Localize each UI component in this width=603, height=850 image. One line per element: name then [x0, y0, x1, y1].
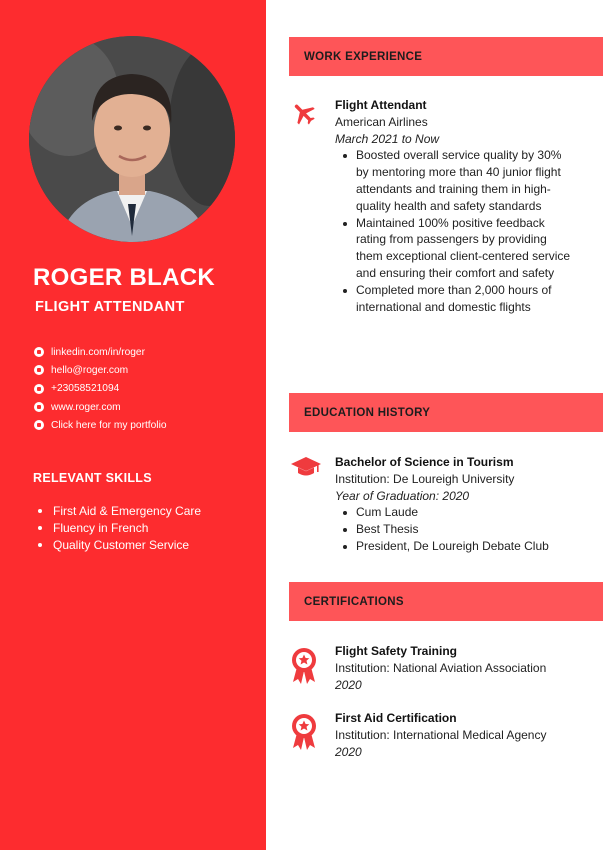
contact-website[interactable] [34, 398, 167, 416]
bullet-dot [38, 526, 42, 530]
contact-linkedin-text: linkedin.com/in/roger [51, 346, 145, 358]
education-institution: Institution: De Loureigh University [335, 471, 515, 486]
candidate-role: FLIGHT ATTENDANT [35, 299, 185, 315]
profile-photo [29, 36, 235, 242]
job-title: Flight Attendant [335, 98, 427, 112]
skills-title: RELEVANT SKILLS [33, 471, 152, 485]
skill-text: First Aid & Emergency Care [53, 503, 202, 518]
skill-item [38, 519, 201, 536]
certification-institution: Institution: National Aviation Association [335, 660, 547, 675]
phone-icon [34, 384, 44, 394]
certification-title: Flight Safety Training [335, 644, 458, 658]
contact-portfolio[interactable] [34, 416, 167, 434]
skill-item [38, 502, 201, 519]
contact-linkedin[interactable] [34, 343, 167, 361]
certification-entry [335, 710, 585, 760]
skill-item [38, 536, 201, 553]
graduation-cap-icon [290, 455, 322, 479]
certification-entry [335, 643, 585, 693]
work-bullet: Boosted overall service quality by 30% by mentoring more than 40 junior flight attendants and training them in high-quality health and safety standards [343, 147, 575, 214]
portfolio-icon [34, 420, 44, 430]
skill-text: Fluency in French [53, 520, 149, 535]
education-bullets [343, 504, 585, 554]
profile-photo-illustration [29, 36, 235, 242]
airplane-icon [290, 99, 318, 127]
contact-website-text: www.roger.com [51, 401, 121, 413]
degree-title: Bachelor of Science in Tourism [335, 455, 514, 469]
bullet-dot [38, 509, 42, 513]
award-ribbon-icon [291, 713, 317, 751]
work-experience-header [289, 37, 603, 76]
education-title: EDUCATION HISTORY [304, 406, 431, 419]
email-icon [34, 365, 44, 375]
certifications-header [289, 582, 603, 621]
education-bullet: Cum Laude [343, 504, 585, 521]
sidebar [0, 0, 266, 850]
certification-year: 2020 [335, 677, 362, 692]
linkedin-icon [34, 347, 44, 357]
graduation-year: Year of Graduation: 2020 [335, 488, 470, 503]
bullet-dot [38, 543, 42, 547]
work-bullet: Completed more than 2,000 hours of international and domestic flights [343, 282, 575, 316]
contact-list [34, 343, 167, 434]
education-bullet: Best Thesis [343, 521, 585, 538]
company-name: American Airlines [335, 114, 428, 129]
work-bullets [343, 147, 575, 315]
skills-list [38, 502, 201, 553]
certification-year: 2020 [335, 744, 362, 759]
contact-portfolio-text: Click here for my portfolio [51, 419, 167, 431]
job-dates: March 2021 to Now [335, 131, 440, 146]
education-header [289, 393, 603, 432]
certification-title: First Aid Certification [335, 711, 457, 725]
education-bullet: President, De Loureigh Debate Club [343, 538, 585, 555]
certifications-title: CERTIFICATIONS [304, 595, 404, 608]
contact-phone-text: +23058521094 [51, 383, 120, 395]
skill-text: Quality Customer Service [53, 537, 190, 552]
work-experience-title: WORK EXPERIENCE [304, 50, 423, 63]
education-entry [335, 454, 585, 555]
contact-phone[interactable] [34, 380, 167, 398]
home-icon [34, 402, 44, 412]
candidate-name: ROGER BLACK [33, 264, 215, 291]
work-entry [335, 97, 575, 315]
certification-institution: Institution: International Medical Agency [335, 727, 547, 742]
award-ribbon-icon [291, 647, 317, 685]
contact-email[interactable] [34, 361, 167, 379]
contact-email-text: hello@roger.com [51, 364, 129, 376]
work-bullet: Maintained 100% positive feedback rating from passengers by providing them exceptional client-centered service and ensuring their comfort and safety [343, 215, 575, 282]
